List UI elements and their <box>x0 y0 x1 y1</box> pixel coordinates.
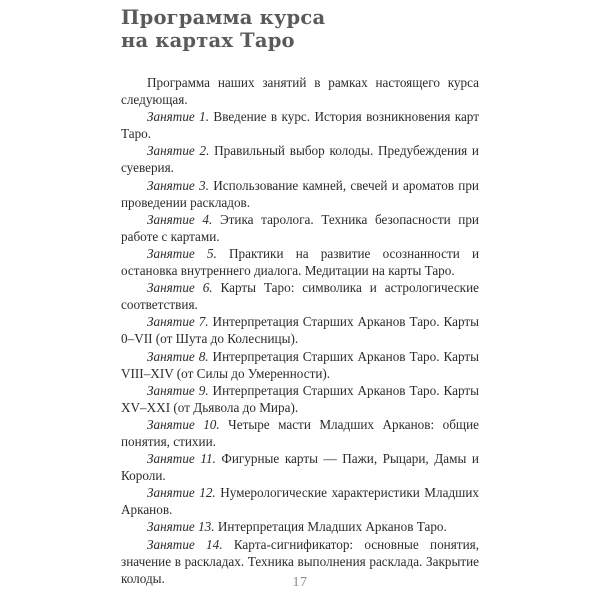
paragraph-text: Четыре масти Младших Арканов: общие понятия, стихии. <box>121 416 479 449</box>
paragraph <box>121 279 479 313</box>
lesson-label: Занятие 6. <box>147 280 213 296</box>
lesson-label: Занятие 9. <box>147 382 209 398</box>
paragraph-text: Фигурные карты — Пажи, Рыцари, Дамы и Короли. <box>121 451 479 484</box>
paragraph-text: Правильный выбор колоды. Предубеждения и суеверия. <box>121 143 479 176</box>
paragraph-text: Нумерологические характеристики Младших Арканов. <box>121 485 479 518</box>
paragraph-text: Программа наших занятий в рамках настоящего курса следующая. <box>121 75 479 108</box>
paragraph-text: Введение в курс. История возникновения карт Таро. <box>121 109 479 142</box>
paragraph <box>121 177 479 211</box>
body-text <box>121 74 479 587</box>
lesson-label: Занятие 7. <box>147 314 209 330</box>
paragraph-text: Этика таролога. Техника безопасности при работе с картами. <box>121 211 479 244</box>
paragraph <box>121 211 479 245</box>
paragraph-text: Интерпретация Старших Арканов Таро. Карты VIII–XIV (от Силы до Умеренности). <box>121 348 479 381</box>
page-number: 17 <box>292 575 308 590</box>
paragraph-text: Использование камней, свечей и ароматов при проведении раскладов. <box>121 177 479 210</box>
lesson-label: Занятие 12. <box>147 485 216 501</box>
paragraph <box>121 484 479 518</box>
paragraph-text: Интерпретация Младших Арканов Таро. <box>217 519 447 535</box>
page-title-line-2: на картах Таро <box>121 29 295 52</box>
paragraph <box>121 382 479 416</box>
lesson-label: Занятие 4. <box>147 211 213 227</box>
page-title <box>121 6 481 52</box>
paragraph <box>121 108 479 142</box>
paragraph-text: Практики на развитие осознанности и остановка внутреннего диалога. Медитации на карты Таро. <box>121 245 479 279</box>
page-title-line-1: Программа курса <box>121 6 326 29</box>
paragraph <box>121 142 479 176</box>
paragraph <box>121 348 479 382</box>
paragraph-text: Интерпретация Старших Арканов Таро. Карты 0–VII (от Шута до Колесницы). <box>121 314 479 347</box>
paragraph <box>121 313 479 347</box>
paragraph <box>121 416 479 450</box>
lesson-label: Занятие 1. <box>147 109 210 125</box>
paragraph <box>121 74 479 108</box>
paragraph-text: Интерпретация Старших Арканов Таро. Карты XV–XXI (от Дьявола до Мира). <box>121 382 479 415</box>
lesson-label: Занятие 13. <box>147 519 215 535</box>
paragraph-text: Карты Таро: символика и астрологические соответствия. <box>121 280 479 313</box>
lesson-label: Занятие 11. <box>147 451 216 467</box>
lesson-label: Занятие 10. <box>147 416 220 432</box>
paragraph-text: Карта-сигнификатор: основные понятия, значение в раскладах. Техника выполнения расклада. Закрытие колоды. <box>121 536 479 586</box>
lesson-label: Занятие 2. <box>147 143 210 159</box>
paragraph <box>121 245 479 279</box>
lesson-label: Занятие 8. <box>147 348 209 364</box>
lesson-label: Занятие 5. <box>147 245 217 261</box>
paragraph <box>121 450 479 484</box>
lesson-label: Занятие 14. <box>147 536 223 552</box>
paragraph <box>121 518 479 535</box>
lesson-label: Занятие 3. <box>147 177 209 193</box>
